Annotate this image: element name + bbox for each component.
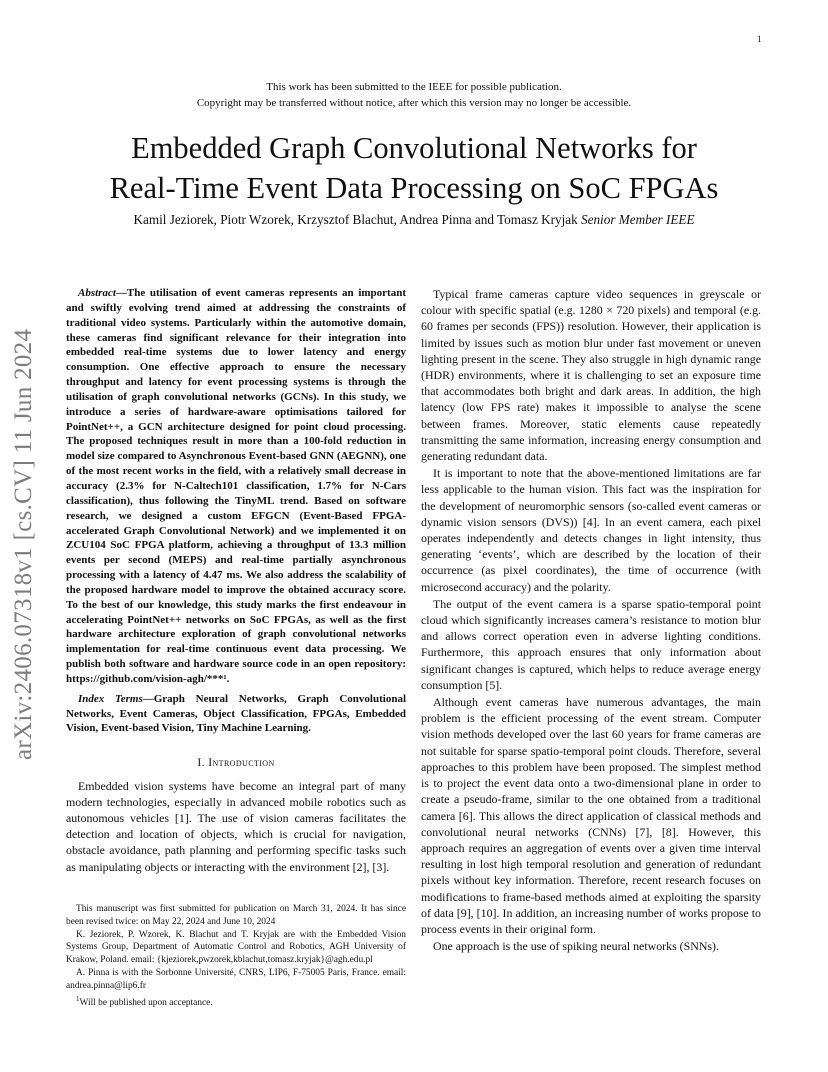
footnote-mark: 1	[76, 994, 80, 1003]
body-paragraph: It is important to note that the above-mentioned limitations are far less applicable to the human vision. This fact was the inspiration for the development of neuromorphic sensors (so-called event cameras or dynamic vision sensors (DVS)) [4]. In an event camera, each pixel operates independently and detects changes in light intensity, thus generating ‘events’, which are described by the location of their occurrence (as pixel coordinates), the time of occurrence (with microsecond accuracy) and the polarity.	[421, 466, 761, 594]
page-number: 1	[757, 34, 762, 44]
notice-line-2: Copyright may be transferred without notice, after which this version may no longer be accessible.	[196, 96, 632, 109]
footnote-acceptance-text: Will be published upon acceptance.	[79, 997, 213, 1008]
title-line-2: Real-Time Event Data Processing on SoC FPGAs	[109, 171, 719, 205]
body-paragraph: Embedded vision systems have become an integral part of many modern technologies, especially in advanced mobile robotics such as autonomous vehicles [1]. The use of vision cameras facilitates the detection and location of objects, which is crucial for navigation, obstacle avoidance, path planning and performing specific tasks such as manipulating objects or interacting with the environment [2], [3].	[66, 778, 406, 874]
footnotes	[66, 903, 406, 1010]
section-numeral: I.	[197, 756, 205, 770]
index-terms-label: Index Terms	[78, 692, 143, 705]
author-list	[0, 212, 828, 228]
footnote-acceptance	[66, 993, 406, 1010]
abstract	[66, 286, 406, 687]
body-paragraph: One approach is the use of spiking neural networks (SNNs).	[433, 939, 719, 954]
right-column	[421, 286, 761, 954]
title-line-1: Embedded Graph Convolutional Networks for	[131, 131, 697, 165]
footnote-affiliation-agh: K. Jeziorek, P. Wzorek, K. Blachut and T. Kryjak are with the Embedded Vision Systems Group, Department of Automatic Control and Robotics, AGH University of Krakow, Poland. email: {kjeziorek,pwzorek,kblachut,tomasz.kryjak}@agh.edu.pl	[66, 929, 406, 966]
body-paragraph: Typical frame cameras capture video sequences in greyscale or colour with specific spatial (e.g. 1280 × 720 pixels) and temporal (e.g. 60 frames per seconds (FPS)) resolution. However, their application is limited by issues such as motion blur under fast movement or uneven lighting present in the scene. They also struggle in high dynamic range (HDR) environments, where it is challenging to set an exposure time that accommodates both bright and dark areas. In addition, the high latency (low FPS rate) makes it impossible to analyse the scene between frames. Moreover, static elements cause repeatedly transmitting the same information, increasing energy consumption and generating redundant data.	[421, 287, 761, 464]
body-paragraph: Although event cameras have numerous advantages, the main problem is the efficient processing of the event stream. Computer vision methods developed over the last 60 years for frame cameras are not suitable for sparse spatio-temporal point clouds. Therefore, several approaches to this problem have been proposed. The simplest method is to project the event data onto a two-dimensional plane in order to create a pseudo-frame, similar to the one obtained from a traditional camera [6]. This allows the direct application of classical methods and convolutional neural networks (CNNs) [7], [8]. However, this approach requires an aggregation of events over a given time interval resulting in lost high temporal resolution and generation of redundant pixels without key information. Therefore, recent research focuses on modifications to frame-based methods aimed at exploiting the sparsity of data [9], [10]. In addition, an increasing number of works propose to process events in their original form.	[421, 695, 761, 936]
section-title: Introduction	[208, 756, 275, 770]
author-membership: Senior Member IEEE	[581, 212, 695, 227]
index-terms	[66, 692, 406, 737]
footnote-submission: This manuscript was first submitted for publication on March 31, 2024. It has since been revised twice: on May 22, 2024 and June 10, 2024	[66, 904, 406, 927]
author-names: Kamil Jeziorek, Piotr Wzorek, Krzysztof Blachut, Andrea Pinna and Tomasz Kryjak	[133, 212, 578, 227]
body-paragraph: The output of the event camera is a sparse spatio-temporal point cloud which significantly increases camera’s resistance to motion blur and allows correct operation even in adverse lighting conditions. Furthermore, this approach ensures that only information about significant changes is captured, which helps to reduce average energy consumption [5].	[421, 596, 761, 692]
arxiv-identifier-stamp: arXiv:2406.07318v1 [cs.CV] 11 Jun 2024	[10, 328, 37, 760]
paper-title	[40, 128, 788, 208]
abstract-label: Abstract	[78, 287, 116, 299]
abstract-text: —The utilisation of event cameras represents an important and swiftly evolving trend aimed at addressing the constraints of traditional video systems. Particularly within the automotive domain, these cameras find significant relevance for their integration into embedded real-time systems due to lower latency and energy consumption. One effective approach to ensure the necessary throughput and latency for event processing systems is through the utilisation of graph convolutional networks (GCNs). In this study, we introduce a series of hardware-aware optimisations tailored for PointNet++, a GCN architecture designed for point cloud processing. The proposed techniques result in more than a 100-fold reduction in model size compared to Asynchronous Event-based GNN (AEGNN), one of the most recent works in the field, with a relatively small decrease in accuracy (2.3% for N-Caltech101 classification, 1.7% for N-Cars classification), thus following the TinyML trend. Based on software research, we designed a custom EFGCN (Event-Based FPGA-accelerated Graph Convolutional Network) and we implemented it on ZCU104 SoC FPGA platform, achieving a throughput of 13.3 million events per second (MEPS) and real-time partially asynchronous processing with a latency of 4.47 ms. We also address the scalability of the proposed hardware model to improve the obtained accuracy score. To the best of our knowledge, this study marks the first endeavour in accelerating PointNet++ networks on SoC FPGAs, as well as the first hardware architecture exploration of graph convolutional networks implementation for real-time continuous event data processing. We publish both software and hardware source code in an open repository: https://github.com/vision-agh/***¹.	[66, 287, 406, 685]
section-heading-introduction	[66, 755, 406, 771]
submission-notice	[0, 80, 828, 111]
notice-line-1: This work has been submitted to the IEEE for possible publication.	[266, 81, 562, 93]
left-column	[66, 286, 406, 875]
index-terms-text: —Graph Neural Networks, Graph Convolutional Networks, Event Cameras, Object Classification, FPGAs, Embedded Vision, Event-based Vision, Tiny Machine Learning.	[66, 692, 406, 735]
footnote-affiliation-sorbonne: A. Pinna is with the Sorbonne Université, CNRS, LIP6, F-75005 Paris, France. email: andrea.pinna@lip6.fr	[66, 967, 406, 991]
